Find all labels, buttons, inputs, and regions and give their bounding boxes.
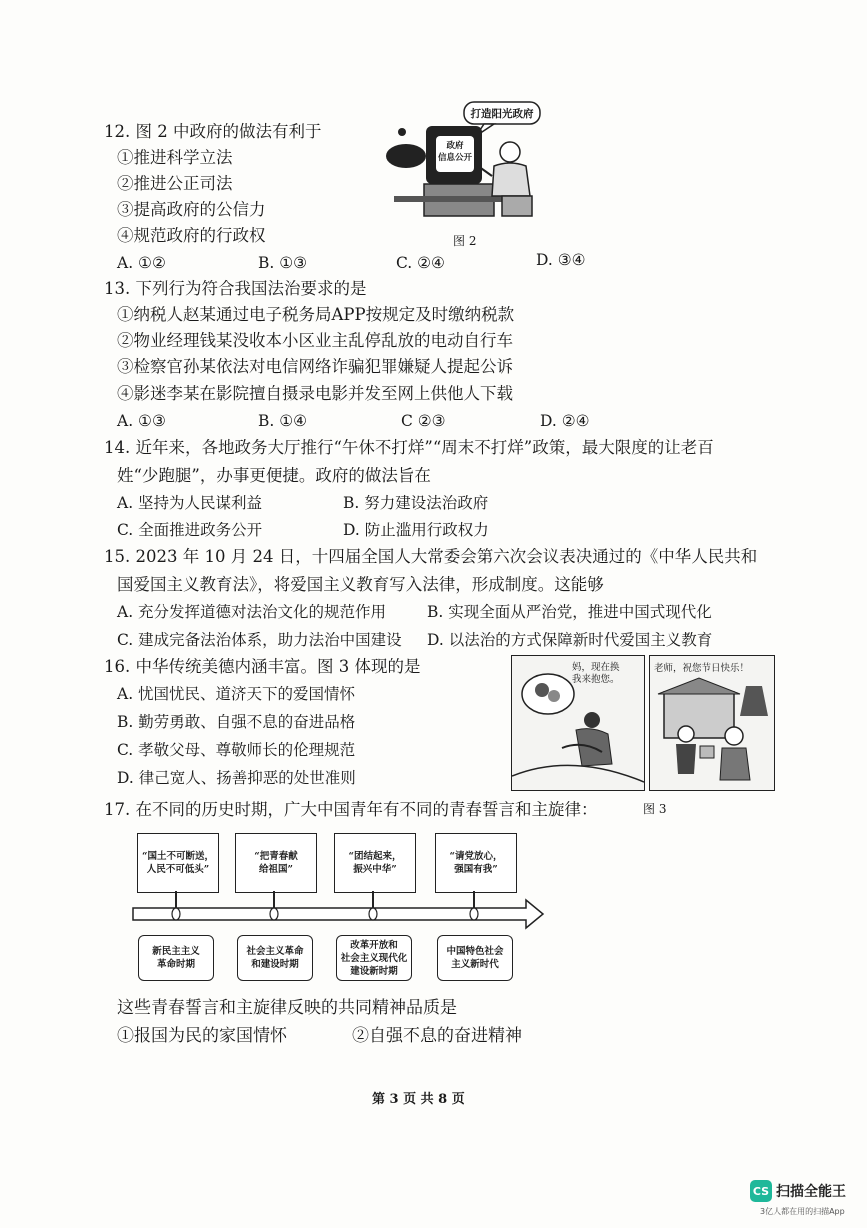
q15-option-b: B. 实现全面从严治党，推进中国式现代化 bbox=[427, 603, 712, 621]
q12-item-3: ③提高政府的公信力 bbox=[117, 200, 266, 219]
q16-option-c: C. 孝敬父母、尊敬师长的伦理规范 bbox=[117, 741, 356, 759]
era-box-2: 社会主义革命 和建设时期 bbox=[237, 935, 313, 981]
figure-2-caption: 图 2 bbox=[453, 234, 477, 248]
q13-stem: 13. 下列行为符合我国法治要求的是 bbox=[104, 279, 367, 298]
scanner-logo-badge: CS bbox=[750, 1180, 772, 1202]
figure-3-caption: 图 3 bbox=[643, 802, 667, 816]
slogan-flag-3: “团结起来， 振兴中华” bbox=[334, 833, 416, 893]
q13-item-2: ②物业经理钱某没收本小区业主乱停乱放的电动自行车 bbox=[117, 331, 513, 350]
q13-option-c: C ②③ bbox=[401, 412, 446, 430]
q15-option-c: C. 建成完备法治体系，助力法治中国建设 bbox=[117, 631, 402, 649]
q13-option-a: A. ①③ bbox=[117, 412, 166, 430]
q13-option-b: B. ①④ bbox=[258, 412, 308, 430]
q15-stem-line-1: 15. 2023 年 10 月 24 日，十四届全国人大常委会第六次会议表决通过的《中华人民共和 bbox=[104, 547, 758, 566]
q12-item-4: ④规范政府的行政权 bbox=[117, 226, 266, 245]
figure-3-panel-2 bbox=[649, 655, 775, 791]
figure-2-sign: 打造阳光政府 bbox=[470, 108, 534, 120]
q12-stem: 12. 图 2 中政府的做法有利于 bbox=[104, 122, 322, 141]
q14-option-d: D. 防止滥用行政权力 bbox=[343, 521, 489, 539]
q14-stem-line-1: 14. 近年来，各地政务大厅推行“午休不打烊”“周末不打烊”政策，最大限度的让老百 bbox=[104, 438, 714, 457]
q14-stem-line-2: 姓“少跑腿”，办事更便捷。政府的做法旨在 bbox=[117, 466, 431, 485]
figure-3-panel-2-drawing bbox=[650, 656, 774, 790]
q12-option-a: A. ①② bbox=[117, 254, 166, 272]
q17-stem: 17. 在不同的历史时期，广大中国青年有不同的青春誓言和主旋律： bbox=[104, 800, 598, 819]
era-box-4: 中国特色社会 主义新时代 bbox=[437, 935, 513, 981]
q12-item-1: ①推进科学立法 bbox=[117, 148, 233, 167]
q15-option-a: A. 充分发挥道德对法治文化的规范作用 bbox=[117, 603, 387, 621]
q13-item-3: ③检察官孙某依法对电信网络诈骗犯罪嫌疑人提起公诉 bbox=[117, 357, 513, 376]
q17-item-1: ①报国为民的家国情怀 bbox=[117, 1026, 287, 1046]
q14-option-a: A. 坚持为人民谋利益 bbox=[117, 494, 263, 512]
q12-item-2: ②推进公正司法 bbox=[117, 174, 233, 193]
q15-option-d: D. 以法治的方式保障新时代爱国主义教育 bbox=[427, 631, 713, 649]
scanner-slogan: 3亿人都在用的扫描App bbox=[760, 1207, 845, 1216]
q16-option-a: A. 忧国忧民、道济天下的爱国情怀 bbox=[117, 685, 356, 703]
figure-2-screen-text: 政府 信息公开 bbox=[437, 141, 472, 163]
q12-option-d: D. ③④ bbox=[536, 251, 586, 269]
q13-item-4: ④影迷李某在影院擅自摄录电影并发至网上供他人下载 bbox=[117, 384, 513, 403]
q14-option-b: B. 努力建设法治政府 bbox=[343, 494, 489, 512]
q17-question: 这些青春誓言和主旋律反映的共同精神品质是 bbox=[117, 998, 457, 1018]
q17-item-2: ②自强不息的奋进精神 bbox=[352, 1026, 522, 1046]
q16-option-b: B. 勤劳勇敢、自强不息的奋进品格 bbox=[117, 713, 356, 731]
q13-option-d: D. ②④ bbox=[540, 412, 590, 430]
slogan-flag-1: “国土不可断送， 人民不可低头” bbox=[137, 833, 219, 893]
q12-option-b: B. ①③ bbox=[258, 254, 308, 272]
figure-3-panel-2-speech: 老师，祝您节日快乐！ bbox=[654, 663, 750, 674]
scanner-app-name: 扫描全能王 bbox=[776, 1184, 846, 1200]
page-number: 第 3 页 共 8 页 bbox=[372, 1092, 465, 1107]
figure-2-cartoon bbox=[384, 96, 546, 228]
q16-stem: 16. 中华传统美德内涵丰富。图 3 体现的是 bbox=[104, 657, 421, 676]
timeline-arrow bbox=[130, 898, 546, 932]
q13-item-1: ①纳税人赵某通过电子税务局APP按规定及时缴纳税款 bbox=[117, 305, 515, 324]
slogan-flag-4: “请党放心， 强国有我” bbox=[435, 833, 517, 893]
figure-3-panel-1-speech: 妈，现在换 我来抱您。 bbox=[572, 662, 620, 685]
q14-option-c: C. 全面推进政务公开 bbox=[117, 521, 263, 539]
slogan-flag-2: “把青春献 给祖国” bbox=[235, 833, 317, 893]
q15-stem-line-2: 国爱国主义教育法》，将爱国主义教育写入法律，形成制度。这能够 bbox=[117, 575, 604, 594]
figure-3-panel-1 bbox=[511, 655, 645, 791]
era-box-3: 改革开放和 社会主义现代化 建设新时期 bbox=[336, 935, 412, 981]
q16-option-d: D. 律己宽人、扬善抑恶的处世准则 bbox=[117, 769, 356, 787]
q12-option-c: C. ②④ bbox=[396, 254, 445, 272]
era-box-1: 新民主主义 革命时期 bbox=[138, 935, 214, 981]
